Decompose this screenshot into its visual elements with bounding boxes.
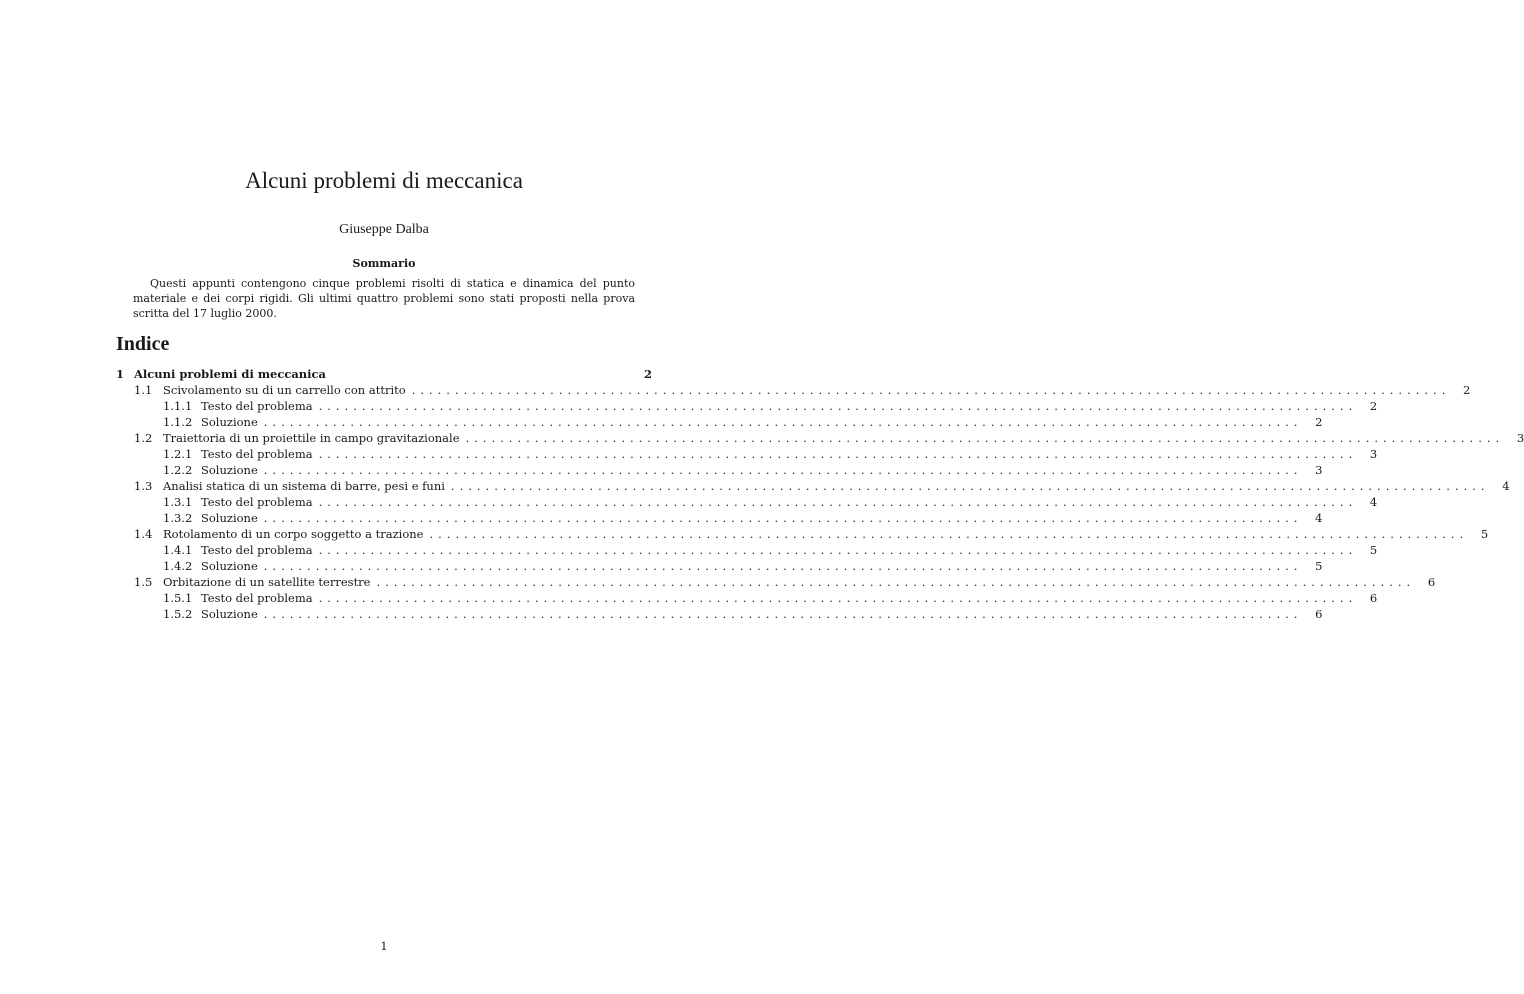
toc-heading: Indice: [116, 333, 170, 355]
toc-entry-number: 1.5.1: [163, 591, 193, 605]
toc-entry-page: 5: [1369, 543, 1378, 557]
toc-entry-label: Scivolamento su di un carrello con attrito: [163, 383, 406, 397]
toc-leader: ........................................................................................................................: [318, 591, 1358, 605]
toc-leader: ........................................................................................................................: [465, 431, 1505, 445]
toc-leader: ........................................................................................................................: [263, 607, 1303, 621]
toc-leader: ........................................................................................................................: [376, 575, 1416, 589]
toc-entry-number: 1.1.2: [163, 415, 193, 429]
toc-entry-number: 1.3.1: [163, 495, 193, 509]
toc-entry-number: 1.1: [134, 383, 153, 397]
toc-entry-page: 2: [643, 367, 652, 381]
toc-leader: ........................................................................................................................: [318, 447, 1358, 461]
toc-entry-1-4-2[interactable]: [116, 558, 1323, 574]
toc-entry-page: 3: [1369, 447, 1378, 461]
toc-entry-number: 1.5.2: [163, 607, 193, 621]
toc-entry-number: 1.5: [134, 575, 153, 589]
toc-leader: ........................................................................................................................: [263, 463, 1303, 477]
toc-leader: ........................................................................................................................: [450, 479, 1490, 493]
document-author: Giuseppe Dalba: [339, 222, 429, 237]
toc-entry-number: 1.4.2: [163, 559, 193, 573]
toc-entry-page: 6: [1369, 591, 1378, 605]
toc-entry-1-5-1[interactable]: [116, 590, 1378, 606]
toc-entry-page: 3: [1315, 463, 1323, 477]
page-number: 1: [380, 940, 388, 953]
toc-entry-1-3[interactable]: [116, 478, 1510, 494]
toc-entry-page: 5: [1480, 527, 1489, 541]
toc-entry-page: 2: [1463, 383, 1471, 397]
toc-entry-number: 1.2.2: [163, 463, 193, 477]
abstract-text: Questi appunti contengono cinque problemi risolti di statica e dinamica del punto materiale e dei corpi rigidi. Gli ultimi quattro problemi sono stati proposti nella prova scritta del 17 luglio 2000.: [133, 277, 635, 320]
toc-entry-1-1-2[interactable]: [116, 414, 1323, 430]
toc-entry-label: Testo del problema: [201, 591, 313, 605]
toc-entry-page: 6: [1315, 607, 1323, 621]
toc-leader: ........................................................................................................................: [429, 527, 1469, 541]
toc-entry-page: 2: [1315, 415, 1323, 429]
toc-entry-label: Testo del problema: [201, 543, 313, 557]
toc-entry-1-3-2[interactable]: [116, 510, 1323, 526]
toc-entry-1-2[interactable]: [116, 430, 1524, 446]
toc-entry-label: Soluzione: [201, 415, 258, 429]
abstract-title: Sommario: [352, 257, 416, 270]
toc-leader: ........................................................................................................................: [263, 415, 1303, 429]
toc-entry-label: Alcuni problemi di meccanica: [134, 367, 326, 381]
toc-entry-number: 1.2: [134, 431, 153, 445]
toc-entry-label: Traiettoria di un proiettile in campo gravitazionale: [163, 431, 460, 445]
toc-entry-number: 1.3.2: [163, 511, 193, 525]
toc-entry-label: Orbitazione di un satellite terrestre: [163, 575, 371, 589]
toc-entry-page: 4: [1369, 495, 1378, 509]
toc-entry-number: 1.4: [134, 527, 153, 541]
toc-entry-page: 3: [1516, 431, 1524, 445]
toc-entry-1-4-1[interactable]: [116, 542, 1378, 558]
toc-entry-1-3-1[interactable]: [116, 494, 1378, 510]
toc-entry-number: 1.4.1: [163, 543, 193, 557]
toc-entry-1-1-1[interactable]: [116, 398, 1378, 414]
toc-leader: ........................................................................................................................: [411, 383, 1451, 397]
toc-entry-label: Rotolamento di un corpo soggetto a trazione: [163, 527, 424, 541]
toc-leader: ........................................................................................................................: [318, 399, 1358, 413]
toc-entry-number: 1: [116, 367, 125, 381]
toc-entry-label: Soluzione: [201, 511, 258, 525]
toc-entry-label: Soluzione: [201, 463, 258, 477]
toc-entry-1-4[interactable]: [116, 526, 1489, 542]
toc-entry-1-2-1[interactable]: [116, 446, 1378, 462]
toc-entry-page: 4: [1315, 511, 1323, 525]
toc-entry-number: 1.1.1: [163, 399, 193, 413]
toc-entry-page: 4: [1502, 479, 1510, 493]
toc-leader: ........................................................................................................................: [263, 559, 1303, 573]
toc-leader: ........................................................................................................................: [263, 511, 1303, 525]
document-title: Alcuni problemi di meccanica: [245, 168, 523, 193]
toc-entry-label: Soluzione: [201, 607, 258, 621]
toc-entry-label: Soluzione: [201, 559, 258, 573]
toc-entry-number: 1.3: [134, 479, 153, 493]
toc-entry-page: 2: [1369, 399, 1378, 413]
toc-entry-1-5-2[interactable]: [116, 606, 1323, 622]
toc-entry-1-5[interactable]: [116, 574, 1436, 590]
toc-entry-label: Testo del problema: [201, 447, 313, 461]
toc-entry-number: 1.2.1: [163, 447, 193, 461]
toc-entry-1[interactable]: [116, 366, 652, 382]
toc-entry-1-1[interactable]: [116, 382, 1471, 398]
toc-entry-page: 5: [1315, 559, 1323, 573]
toc-entry-label: Analisi statica di un sistema di barre, pesi e funi: [163, 479, 445, 493]
toc-leader: ........................................................................................................................: [318, 543, 1358, 557]
toc-entry-label: Testo del problema: [201, 495, 313, 509]
toc-entry-page: 6: [1427, 575, 1436, 589]
toc-entry-label: Testo del problema: [201, 399, 313, 413]
toc-entry-1-2-2[interactable]: [116, 462, 1323, 478]
toc-leader: ........................................................................................................................: [318, 495, 1358, 509]
